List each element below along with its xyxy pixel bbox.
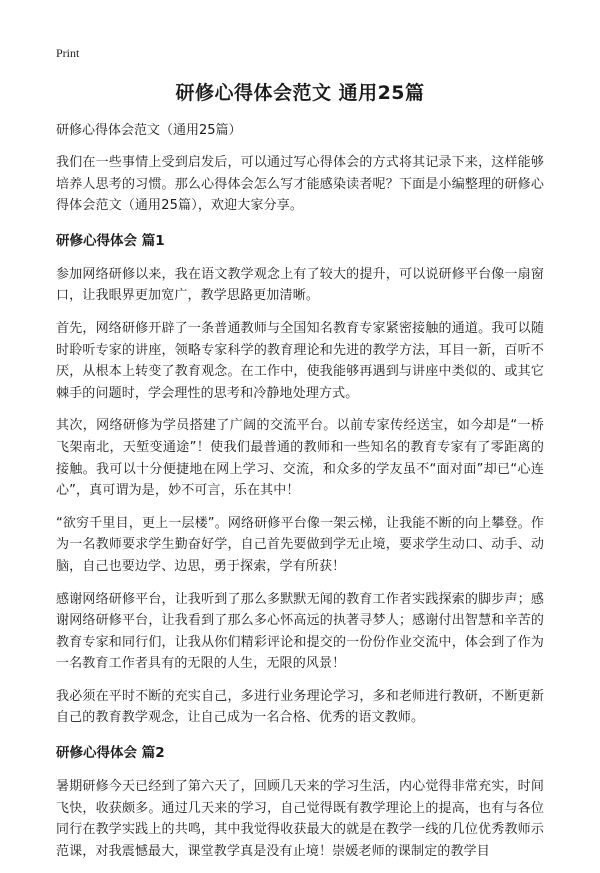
section-heading: 研修心得体会 篇2 — [56, 745, 165, 762]
print-link[interactable]: Print — [56, 46, 80, 60]
section-heading: 研修心得体会 篇1 — [56, 232, 165, 249]
paragraph: 暑期研修今天已经到了第六天了，回顾几天来的学习生活，内心觉得非常充实，时间飞快，收获颇多。通过几天来的学习，自己觉得既有教学理论上的提高，也有与各位同行在教学实践上的共鸣，其中我觉得收获最大的就是在教学一线的几位优秀教师示范课，对我震憾最大，课堂教学真是没有止境！崇媛老师的课制定的教学目 — [56, 779, 544, 859]
page-title: 研修心得体会范文 通用25篇 — [175, 82, 425, 104]
paragraph: “欲穷千里目，更上一层楼”。网络研修平台像一架云梯，让我能不断的向上攀登。作为一名教师要求学生勤奋好学，自己首先要做到学无止境，要求学生动口、动手、动脑，自己也要边学、边思，勇于探索，学有所获！ — [56, 515, 544, 574]
paragraph: 首先，网络研修开辟了一条普通教师与全国知名教育专家紧密接触的通道。我可以随时聆听专家的讲座，领略专家科学的教育理论和先进的教学方法，耳目一新，百听不厌，从根本上转变了教育观念。在工作中，使我能够再遇到与讲座中类似的、或其它棘手的问题时，学会理性的思考和冷静地处理方式。 — [56, 320, 544, 401]
paragraph: 感谢网络研修平台，让我听到了那么多默默无闻的教育工作者实践探索的脚步声；感谢网络研修平台，让我看到了那么多心怀高远的执著寻梦人；感谢付出智慧和辛苦的教育专家和同行们，让我从你们精彩评论和提交的一份份作业交流中，体会到了作为一名教育工作者具有的无限的人生，无限的风景！ — [56, 591, 544, 672]
paragraph: 我必须在平时不断的充实自己，多进行业务理论学习，多和老师进行教研，不断更新自己的教育教学观念，让自己成为一名合格、优秀的语文教师。 — [56, 688, 544, 726]
paragraph: 参加网络研修以来，我在语文教学观念上有了较大的提升，可以说研修平台像一扇窗口，让我眼界更加宽广，教学思路更加清晰。 — [56, 266, 544, 304]
paragraph: 其次，网络研修为学员搭建了广阔的交流平台。以前专家传经送宝，如今却是“一桥飞架南北，天堑变通途”！使我们最普通的教师和一些知名的教育专家有了零距离的接触。我可以十分便捷地在网上学习、交流，和众多的学友虽不“面对面”却已“心连心”，真可谓为是，妙不可言，乐在其中！ — [56, 418, 544, 499]
intro-paragraph: 我们在一些事情上受到启发后，可以通过写心得体会的方式将其记录下来，这样能够培养人思考的习惯。那么心得体会怎么写才能感染读者呢？下面是小编整理的研修心得体会范文（通用25篇），欢迎大家分享。 — [56, 155, 544, 214]
document-subtitle: 研修心得体会范文（通用25篇） — [56, 123, 242, 138]
document-body — [56, 120, 544, 873]
